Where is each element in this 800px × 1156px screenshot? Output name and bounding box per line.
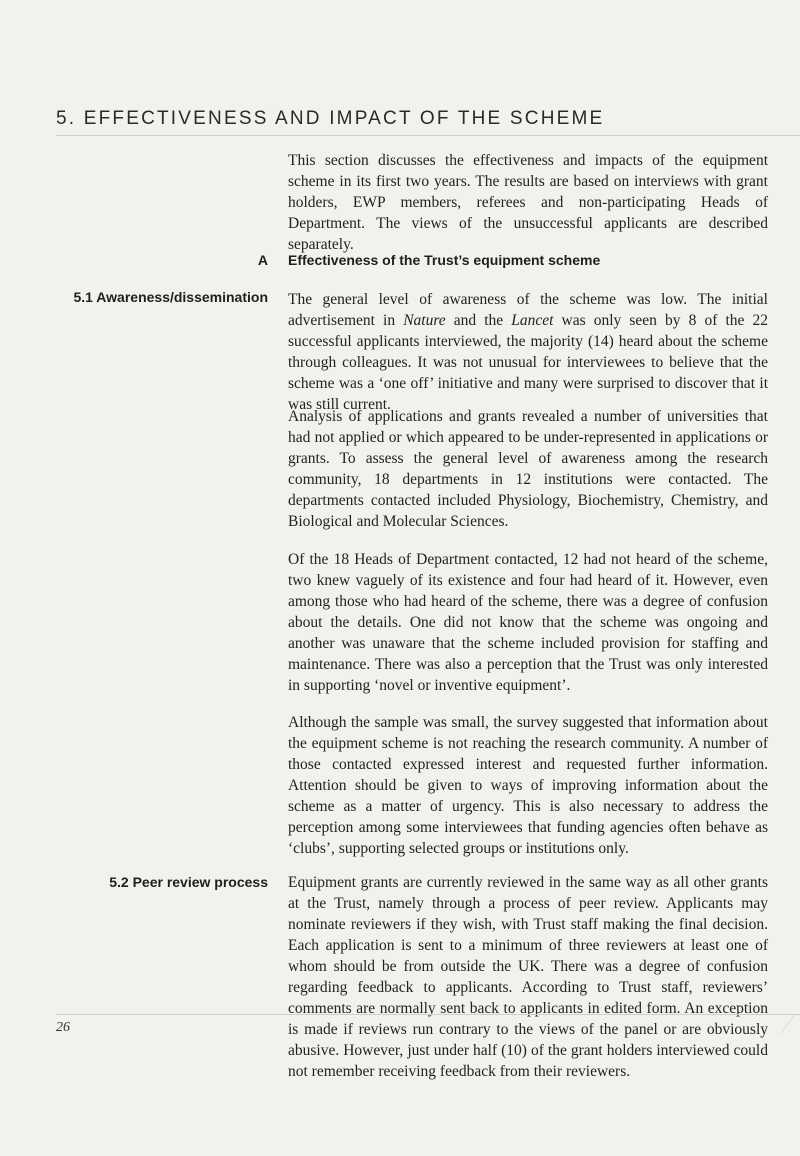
- awareness-text-part2: and the: [445, 312, 512, 329]
- subsection-label-awareness: 5.1 Awareness/dissemination: [73, 289, 268, 305]
- top-rule: [56, 135, 800, 136]
- awareness-text-part3: was only seen by 8 of the 22 successful applicants interviewed, the majority (14) heard about the scheme through colleagues. It was not unusual for interviewees to believe that the scheme was a ‘one off’ initiative and many were surprised to discover that it was still current.: [288, 312, 768, 413]
- subsection-label-peer-review: 5.2 Peer review process: [109, 874, 268, 890]
- awareness-paragraph-4: Although the sample was small, the survey suggested that information about the equipment scheme is not reaching the research community. A number of those contacted expressed interest and requested further information. Attention should be given to ways of improving information about the scheme as a matter of urgency. This is also necessary to address the perception among some interviewees that funding agencies often behave as ‘clubs’, supporting selected groups or institutions only.: [288, 714, 768, 857]
- journal-name-nature: Nature: [403, 312, 446, 329]
- awareness-paragraph-2: Analysis of applications and grants revealed a number of universities that had not applied or which appeared to be under-represented in applications or grants. To assess the general level of awareness among the research community, 18 departments in 12 institutions were contacted. The departments contacted included Physiology, Biochemistry, Chemistry, and Biological and Molecular Sciences.: [288, 408, 768, 530]
- intro-paragraph: This section discusses the effectiveness and impacts of the equipment scheme in its first two years. The results are based on interviews with grant holders, EWP members, referees and non-participating Heads of Department. The views of the unsuccessful applicants are described separately.: [288, 152, 768, 253]
- awareness-paragraph-3: Of the 18 Heads of Department contacted, 12 had not heard of the scheme, two knew vaguely of its existence and four had heard of it. However, even among those who had heard of the scheme, there was a degree of confusion about the details. One did not know that the scheme was ongoing and another was unaware that the scheme included provision for staffing and maintenance. There was also a perception that the Trust was only interested in supporting ‘novel or inventive equipment’.: [288, 551, 768, 694]
- awareness-paragraph-1: [288, 289, 768, 415]
- chapter-title: 5. EFFECTIVENESS AND IMPACT OF THE SCHEME: [56, 108, 605, 129]
- bottom-rule: [56, 1014, 800, 1015]
- awareness-text-part1: The general level of awareness of the scheme was low. The initial advertisement in: [288, 291, 768, 329]
- page-number: 26: [56, 1020, 70, 1035]
- section-letter: A: [257, 252, 268, 268]
- journal-name-lancet: Lancet: [511, 312, 554, 329]
- peer-review-paragraph: Equipment grants are currently reviewed in the same way as all other grants at the Trust, namely through a process of peer review. Applicants may nominate reviewers if they wish, with Trust staff making the final decision. Each application is sent to a minimum of three reviewers at least one of whom should be from outside the UK. There was a degree of confusion regarding feedback to applicants. According to Trust staff, reviewers’ comments are normally sent back to applicants in edited form. An exception is made if reviews run contrary to the views of the panel or are obviously abusive. However, just under half (10) of the grant holders interviewed could not remember receiving feedback from their reviewers.: [288, 874, 768, 1080]
- page-corner-mark: [780, 1014, 800, 1034]
- section-heading: Effectiveness of the Trust’s equipment scheme: [288, 252, 601, 268]
